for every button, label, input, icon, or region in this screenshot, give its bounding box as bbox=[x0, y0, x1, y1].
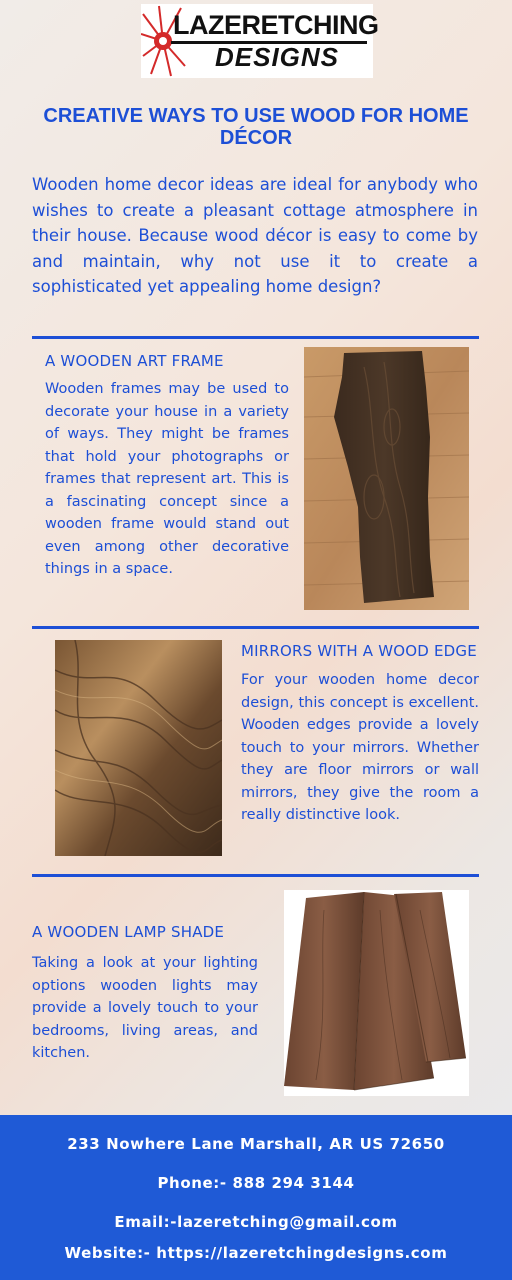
walnut-grain-photo bbox=[55, 640, 222, 856]
footer-email[interactable]: Email:-lazeretching@gmail.com bbox=[114, 1213, 398, 1231]
section-divider bbox=[32, 336, 479, 339]
section-heading-lamp-shade: A WOODEN LAMP SHADE bbox=[32, 923, 225, 941]
wood-slab-photo bbox=[304, 347, 469, 610]
contact-footer bbox=[0, 1115, 512, 1280]
section-heading-mirrors: MIRRORS WITH A WOOD EDGE bbox=[241, 642, 477, 660]
brand-logo bbox=[141, 4, 379, 78]
intro-paragraph: Wooden home decor ideas are ideal for anybody who wishes to create a pleasant cottage atmosphere in their house. Because wood décor is easy to come by and maintain, why not use it to create a sophisticated yet appealing home design? bbox=[32, 175, 478, 296]
footer-phone: Phone:- 888 294 3144 bbox=[157, 1174, 355, 1192]
section-divider bbox=[32, 874, 479, 877]
wood-boards-photo bbox=[284, 890, 469, 1096]
section-text-mirrors: For your wooden home decor design, this concept is excellent. Wooden edges provide a lovely touch to your mirrors. Whether they are floor mirrors or wall mirrors, they give the room a really distinctive look. bbox=[241, 672, 479, 823]
footer-website[interactable]: Website:- https://lazeretchingdesigns.com bbox=[64, 1244, 448, 1262]
page-title: CREATIVE WAYS TO USE WOOD FOR HOME DÉCOR bbox=[43, 105, 469, 149]
section-text-art-frame: Wooden frames may be used to decorate your house in a variety of ways. They might be frames that hold your photographs or frames that represent art. This is a fascinating concept since a wooden frame would stand out even among other decorative things in a space. bbox=[45, 381, 289, 577]
logo-wordmark-top: LAZERETCHING bbox=[173, 10, 379, 40]
logo-wordmark-bottom: DESIGNS bbox=[215, 42, 340, 72]
section-text-lamp-shade: Taking a look at your lighting options wooden lights may provide a lovely touch to your bedrooms, living areas, and kitchen. bbox=[32, 955, 258, 1061]
section-heading-art-frame: A WOODEN ART FRAME bbox=[45, 352, 224, 370]
footer-address: 233 Nowhere Lane Marshall, AR US 72650 bbox=[67, 1135, 445, 1153]
section-divider bbox=[32, 626, 479, 629]
